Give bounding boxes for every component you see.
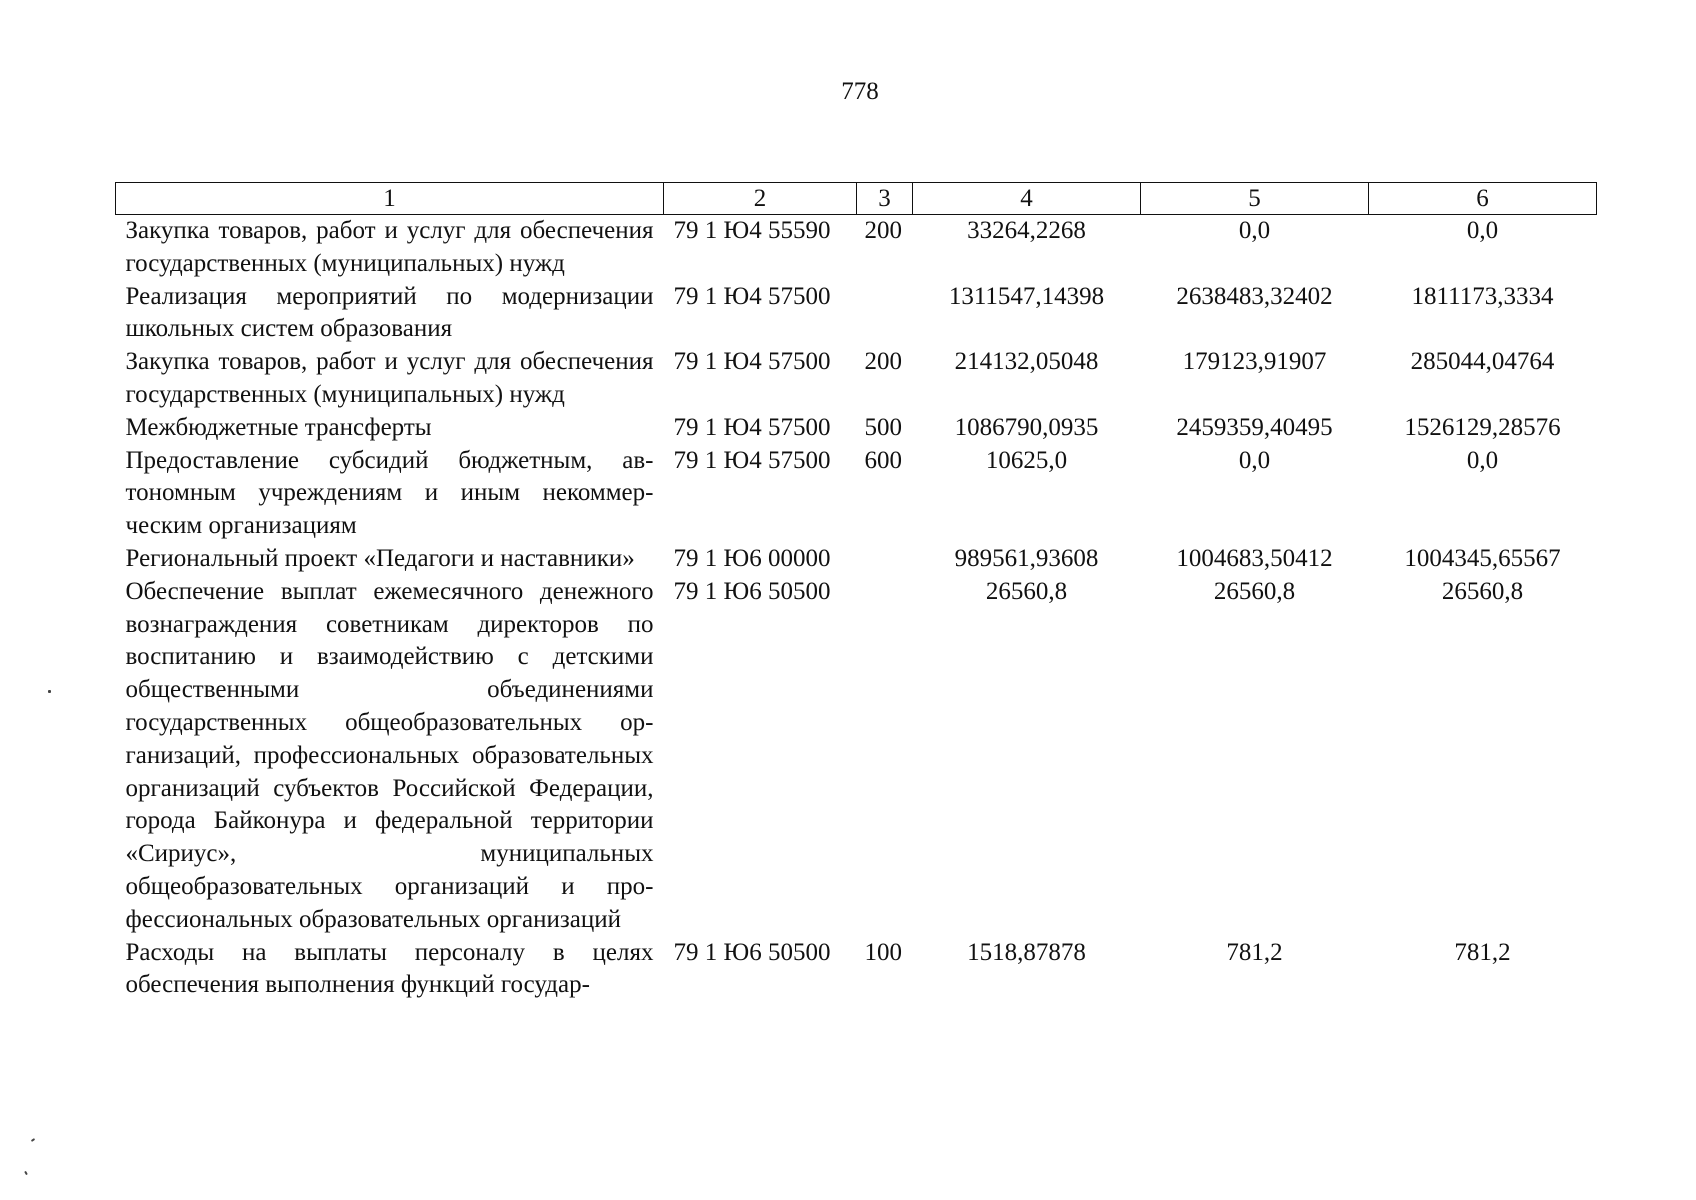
row-code: 79 1 Ю6 00000 bbox=[673, 544, 831, 572]
row-kind bbox=[857, 576, 913, 937]
scan-speck bbox=[48, 690, 51, 693]
row-value-4: 214132,05048 bbox=[954, 348, 1099, 376]
table-row bbox=[116, 346, 1597, 412]
row-value-6: 285044,04764 bbox=[1410, 348, 1555, 376]
row-code: 79 1 Ю6 50500 bbox=[673, 938, 831, 966]
row-code: 79 1 Ю4 57500 bbox=[673, 282, 831, 310]
header-col-4: 4 bbox=[913, 183, 1141, 215]
row-kind: 200 bbox=[864, 348, 902, 376]
row-code: 79 1 Ю4 57500 bbox=[673, 348, 831, 376]
row-name: Закупка товаров, работ и услуг для обеспечения государственных (муниципальных) нужд bbox=[125, 348, 654, 408]
table-row bbox=[116, 412, 1597, 445]
header-col-5: 5 bbox=[1141, 183, 1369, 215]
header-col-1: 1 bbox=[116, 183, 664, 215]
page-number: 778 bbox=[841, 78, 879, 105]
row-code: 79 1 Ю4 55590 bbox=[673, 217, 831, 244]
row-value-6: 781,2 bbox=[1454, 938, 1511, 966]
row-kind bbox=[857, 543, 913, 576]
row-value-6: 1004345,65567 bbox=[1404, 544, 1561, 572]
table-row bbox=[116, 937, 1597, 1003]
header-col-6: 6 bbox=[1369, 183, 1597, 215]
table-row bbox=[116, 576, 1597, 937]
row-code: 79 1 Ю6 50500 bbox=[673, 577, 831, 605]
row-name: Региональный проект «Педагоги и наставники» bbox=[125, 544, 635, 572]
row-value-5: 0,0 bbox=[1238, 217, 1271, 244]
row-value-4: 1086790,0935 bbox=[954, 413, 1099, 441]
row-code: 79 1 Ю4 57500 bbox=[673, 446, 831, 474]
table-row bbox=[116, 281, 1597, 347]
table-row bbox=[116, 215, 1597, 281]
row-name: Расходы на выплаты персоналу в целях обеспечения выполнения функций государ- bbox=[125, 938, 654, 999]
row-value-6: 1526129,28576 bbox=[1404, 413, 1561, 441]
row-name: Закупка товаров, работ и услуг для обеспечения государственных (муниципальных) нужд bbox=[125, 217, 654, 277]
budget-table bbox=[115, 182, 1597, 1002]
table-row bbox=[116, 445, 1597, 543]
row-value-6: 0,0 bbox=[1466, 217, 1499, 244]
row-value-5: 781,2 bbox=[1226, 938, 1283, 966]
row-kind: 600 bbox=[864, 446, 902, 474]
row-value-4: 1518,87878 bbox=[967, 938, 1086, 966]
row-value-4: 33264,2268 bbox=[967, 217, 1086, 244]
row-value-4: 989561,93608 bbox=[954, 544, 1099, 572]
row-kind: 200 bbox=[864, 217, 902, 244]
scan-speck bbox=[24, 1171, 28, 1175]
row-kind: 100 bbox=[864, 938, 902, 966]
row-value-5: 2459359,40495 bbox=[1176, 413, 1333, 441]
row-name: Межбюджетные трансферты bbox=[125, 413, 432, 441]
row-value-4: 10625,0 bbox=[985, 446, 1068, 474]
header-col-2: 2 bbox=[664, 183, 857, 215]
row-value-4: 1311547,14398 bbox=[948, 282, 1105, 310]
row-name: Реализация мероприятий по модернизации школьных систем образования bbox=[125, 282, 654, 343]
row-kind bbox=[857, 281, 913, 347]
row-kind: 500 bbox=[864, 413, 902, 441]
header-col-3: 3 bbox=[857, 183, 913, 215]
row-value-4: 26560,8 bbox=[985, 577, 1068, 605]
row-value-5: 1004683,50412 bbox=[1176, 544, 1333, 572]
row-name: Обеспечение выплат ежемесячного денежного вознаграждения советникам директоров по воспитанию и взаимодействию с детскими общественными объединениями государственных общеобразовательных организаций, профессиональных образовательных организаций субъектов Российской Федерации, города Байконура и федеральной территории «Сириус», муниципальных общеобразовательных организаций и профессиональных образовательных организаций bbox=[125, 577, 654, 933]
row-value-5: 2638483,32402 bbox=[1176, 282, 1333, 310]
row-value-5: 0,0 bbox=[1238, 446, 1271, 474]
row-value-5: 179123,91907 bbox=[1182, 348, 1327, 376]
row-value-5: 26560,8 bbox=[1213, 577, 1296, 605]
row-value-6: 0,0 bbox=[1466, 446, 1499, 474]
scan-speck bbox=[31, 1138, 35, 1142]
table-header-row bbox=[116, 183, 1597, 215]
row-value-6: 26560,8 bbox=[1441, 577, 1524, 605]
row-name: Предоставление субсидий бюджетным, автономным учреждениям и иным некоммерческим организациям bbox=[125, 446, 654, 540]
row-value-6: 1811173,3334 bbox=[1411, 282, 1554, 310]
table-row bbox=[116, 543, 1597, 576]
row-code: 79 1 Ю4 57500 bbox=[673, 413, 831, 441]
